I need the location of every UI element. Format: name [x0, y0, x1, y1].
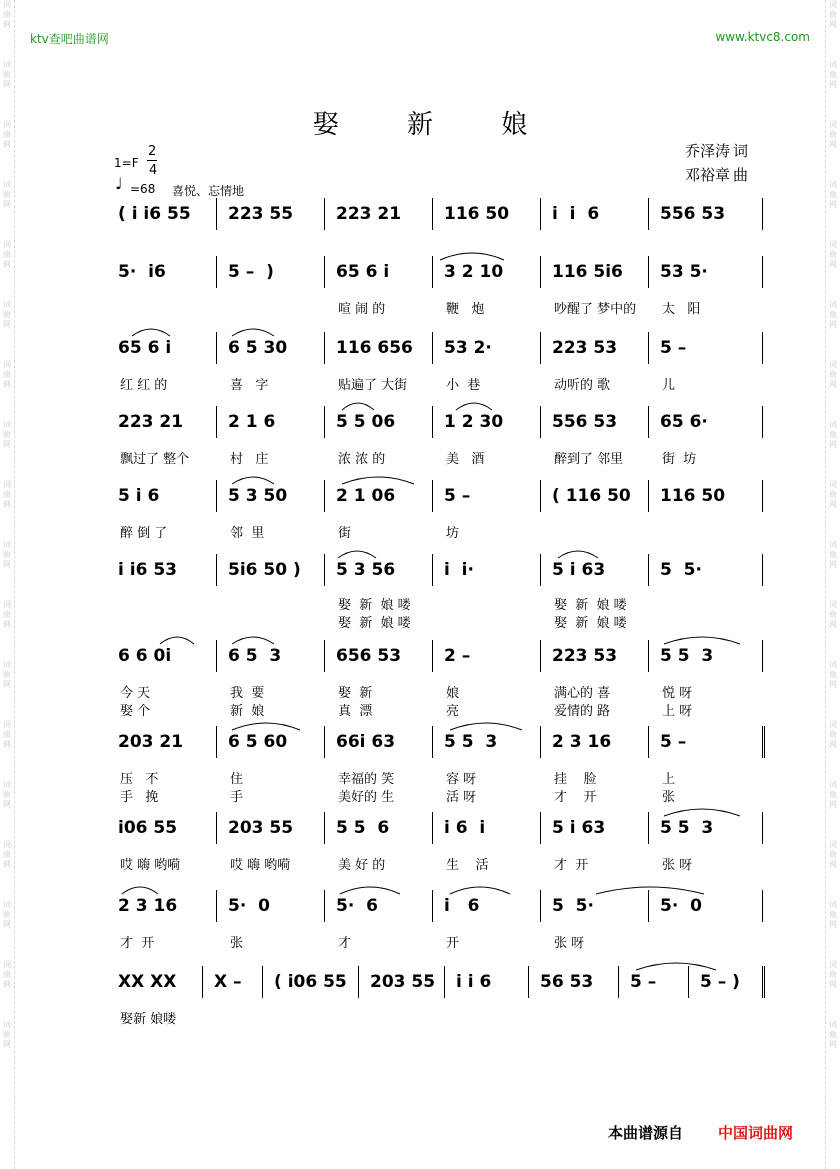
tempo-value: =68 [130, 182, 156, 196]
melody-measure: 5· 0 [660, 896, 702, 916]
melody-measure: 2 1 6 [228, 412, 276, 432]
lyric-text: 压 不 [120, 772, 159, 787]
slur-mark [558, 551, 598, 558]
melody-measure: 2 3 16 [118, 896, 178, 916]
melody-measure: i06 55 [118, 818, 178, 838]
lyric-text: 手 [230, 790, 244, 805]
time-signature-numerator: 2 [148, 144, 157, 159]
melody-measure: 223 53 [552, 646, 618, 666]
slur-mark [232, 723, 300, 730]
lyric-text: 开 [446, 936, 460, 951]
melody-measure: X – [214, 972, 242, 992]
watermark: 词曲网 [3, 600, 11, 629]
melody-measure: 556 53 [552, 412, 618, 432]
melody-measure: ( i i6 55 [118, 204, 191, 224]
lyric-text: 喧 闹 的 [338, 302, 386, 317]
melody-measure: 5 5 3 [660, 646, 714, 666]
lyric-text: 哎 嗨 哟嗬 [230, 858, 291, 873]
lyric-text: 哎 嗨 哟嗬 [120, 858, 181, 873]
melody-measure: 65 6· [660, 412, 708, 432]
melody-measure: 5 3 50 [228, 486, 288, 506]
slur-mark [338, 551, 376, 558]
watermark: 词曲网 [829, 300, 837, 329]
watermark: 词曲网 [829, 720, 837, 749]
lyric-text: 爱情的 路 [554, 704, 611, 719]
lyric-text: 村 庄 [230, 452, 269, 467]
watermark: 词曲网 [829, 240, 837, 269]
melody-measure: 5 – ) [700, 972, 740, 992]
watermark: 词曲网 [829, 120, 837, 149]
lyric-text: 上 呀 [662, 704, 693, 719]
melody-measure: 203 55 [370, 972, 436, 992]
melody-measure: 656 53 [336, 646, 402, 666]
lyric-text: 醉 倒 了 [120, 526, 168, 541]
slur-mark [456, 403, 492, 410]
slur-mark [232, 477, 274, 484]
slur-mark [664, 637, 740, 644]
melody-measure: 116 50 [444, 204, 510, 224]
slur-mark [160, 637, 194, 644]
lyric-text: 娶 个 [120, 704, 151, 719]
watermark: 词曲网 [829, 1020, 837, 1049]
melody-measure: 223 53 [552, 338, 618, 358]
header-site-url[interactable]: www.ktvc8.com [715, 30, 810, 44]
melody-measure: 223 21 [336, 204, 402, 224]
melody-measure: 5· 0 [228, 896, 270, 916]
watermark: 词曲网 [829, 180, 837, 209]
melody-measure: 203 21 [118, 732, 184, 752]
lyric-text: 娘 [446, 686, 460, 701]
watermark: 词曲网 [3, 420, 11, 449]
melody-measure: 5 5· [552, 896, 594, 916]
lyric-text: 美好的 生 [338, 790, 395, 805]
watermark: 词曲网 [829, 0, 837, 29]
composer-name: 邓裕章 [684, 166, 730, 184]
slur-mark [342, 403, 374, 410]
watermark: 词曲网 [829, 420, 837, 449]
melody-measure: 6 5 60 [228, 732, 288, 752]
slur-mark [450, 887, 510, 894]
lyric-text: 街 坊 [662, 452, 697, 467]
lyricist-tag: 词 [732, 142, 748, 160]
melody-measure: 203 55 [228, 818, 294, 838]
lyric-text: 邻 里 [230, 526, 265, 541]
melody-measure: 65 6 i [118, 338, 172, 358]
melody-measure: 5i6 50 ) [228, 560, 301, 580]
watermark: 词曲网 [3, 1020, 11, 1049]
lyricist-name: 乔泽涛 [684, 142, 730, 160]
melody-measure: i i· [444, 560, 474, 580]
lyric-text: 新 娘 [230, 704, 265, 719]
melody-measure: ( 116 50 [552, 486, 631, 506]
tempo-mood: 喜悦、忘情地 [172, 184, 245, 198]
watermark: 词曲网 [829, 540, 837, 569]
slur-mark [450, 723, 522, 730]
lyric-text: 娶 新 娘 喽 [554, 598, 627, 613]
melody-measure: 5 i 6 [118, 486, 160, 506]
lyric-text: 张 [662, 790, 676, 805]
melody-measure: 53 5· [660, 262, 708, 282]
slur-mark [440, 253, 504, 260]
lyric-text: 生 活 [446, 858, 489, 873]
lyric-text: 吵醒了 梦中的 [554, 302, 637, 317]
lyric-text: 醉到了 邻里 [554, 452, 624, 467]
slur-mark [122, 887, 158, 894]
slur-mark [596, 887, 704, 894]
melody-measure: 116 5i6 [552, 262, 623, 282]
lyric-text: 红 红 的 [120, 378, 168, 393]
melody-measure: ( i06 55 [274, 972, 347, 992]
lyric-text: 满心的 喜 [554, 686, 611, 701]
lyric-text: 才 开 [554, 858, 589, 873]
watermark: 词曲网 [3, 0, 11, 29]
lyric-text: 坊 [446, 526, 460, 541]
lyric-text: 街 [338, 526, 352, 541]
lyric-text: 才 [338, 936, 352, 951]
melody-measure: 2 3 16 [552, 732, 612, 752]
slur-mark [232, 329, 274, 336]
lyric-text: 飘过了 整个 [120, 452, 190, 467]
lyric-text: 悦 呀 [662, 686, 693, 701]
composer-tag: 曲 [732, 166, 748, 184]
lyric-text: 娶 新 娘 喽 [338, 616, 411, 631]
melody-measure: 6 5 30 [228, 338, 288, 358]
watermark: 词曲网 [829, 480, 837, 509]
lyric-text: 娶 新 娘 喽 [554, 616, 627, 631]
melody-measure: 116 656 [336, 338, 413, 358]
watermark: 词曲网 [3, 480, 11, 509]
melody-measure: 5 5 6 [336, 818, 390, 838]
slur-mark [340, 887, 400, 894]
lyric-text: 张 呀 [662, 858, 693, 873]
lyric-text: 娶新 娘喽 [120, 1012, 177, 1027]
slur-mark [664, 809, 740, 816]
lyric-text: 幸福的 笑 [338, 772, 395, 787]
watermark: 词曲网 [3, 660, 11, 689]
melody-measure: 3 2 10 [444, 262, 504, 282]
lyric-text: 张 呀 [554, 936, 585, 951]
lyric-text: 活 呀 [446, 790, 477, 805]
watermark: 词曲网 [3, 960, 11, 989]
lyric-text: 娶 新 [338, 686, 373, 701]
watermark: 词曲网 [829, 840, 837, 869]
lyric-text: 容 呀 [446, 772, 477, 787]
melody-measure: 56 53 [540, 972, 594, 992]
lyric-text: 亮 [446, 704, 460, 719]
key-signature: 1=F [114, 156, 139, 170]
watermark: 词曲网 [3, 900, 11, 929]
melody-measure: i 6 [444, 896, 480, 916]
melody-measure: 5 – [444, 486, 471, 506]
melody-measure: 1 2 30 [444, 412, 504, 432]
melody-measure: 5 5 06 [336, 412, 396, 432]
watermark: 词曲网 [829, 780, 837, 809]
melody-measure: XX XX [118, 972, 177, 992]
melody-measure: 556 53 [660, 204, 726, 224]
melody-measure: 2 1 06 [336, 486, 396, 506]
melody-measure: i i6 53 [118, 560, 177, 580]
slur-mark [132, 329, 170, 336]
watermark: 词曲网 [3, 780, 11, 809]
lyric-text: 娶 新 娘 喽 [338, 598, 411, 613]
lyric-text: 动听的 歌 [554, 378, 611, 393]
melody-measure: i i 6 [552, 204, 600, 224]
watermark: 词曲网 [3, 840, 11, 869]
lyric-text: 才 开 [120, 936, 155, 951]
melody-measure: i 6 i [444, 818, 486, 838]
watermark: 词曲网 [3, 120, 11, 149]
lyric-text: 挂 脸 [554, 772, 597, 787]
melody-measure: 5· i6 [118, 262, 166, 282]
lyric-text: 美 酒 [446, 452, 485, 467]
watermark: 词曲网 [3, 240, 11, 269]
melody-measure: 223 21 [118, 412, 184, 432]
melody-measure: 5 i 63 [552, 818, 606, 838]
melody-measure: 116 50 [660, 486, 726, 506]
melody-measure: 65 6 i [336, 262, 390, 282]
watermark: 词曲网 [829, 900, 837, 929]
lyric-text: 贴遍了 大街 [338, 378, 408, 393]
footer-source-site[interactable]: 中国词曲网 [718, 1124, 794, 1142]
watermark: 词曲网 [829, 60, 837, 89]
melody-measure: 5 3 56 [336, 560, 396, 580]
lyric-text: 住 [230, 772, 244, 787]
melody-measure: 5 – [630, 972, 657, 992]
melody-measure: 5 5 3 [660, 818, 714, 838]
lyric-text: 浓 浓 的 [338, 452, 386, 467]
melody-measure: 5 5· [660, 560, 702, 580]
slur-mark [342, 477, 414, 484]
melody-measure: 2 – [444, 646, 471, 666]
melody-measure: 5· 6 [336, 896, 378, 916]
watermark: 词曲网 [3, 720, 11, 749]
lyric-text: 上 [662, 772, 676, 787]
melody-measure: 5 5 3 [444, 732, 498, 752]
melody-measure: 53 2· [444, 338, 492, 358]
melody-measure: 5 i 63 [552, 560, 606, 580]
lyric-text: 鞭 炮 [446, 302, 485, 317]
lyric-text: 今 天 [120, 686, 151, 701]
lyric-text: 才 开 [554, 790, 597, 805]
lyric-text: 张 [230, 936, 244, 951]
header-site-name[interactable]: ktv查吧曲谱网 [30, 32, 109, 46]
melody-measure: 5 – ) [228, 262, 274, 282]
melody-measure: 66i 63 [336, 732, 396, 752]
melody-measure: 6 6 0i [118, 646, 172, 666]
lyric-text: 儿 [662, 378, 676, 393]
lyric-text: 太 阳 [662, 302, 701, 317]
lyric-text: 手 挽 [120, 790, 159, 805]
lyric-text: 小 巷 [446, 378, 481, 393]
watermark: 词曲网 [829, 360, 837, 389]
watermark: 词曲网 [829, 600, 837, 629]
lyric-text: 美 好 的 [338, 858, 386, 873]
time-signature-denominator: 4 [149, 163, 158, 178]
watermark: 词曲网 [3, 60, 11, 89]
watermark: 词曲网 [3, 360, 11, 389]
slur-mark [232, 637, 274, 644]
quarter-note-icon: ♩ [115, 174, 123, 193]
song-title: 娶 新 娘 [312, 110, 558, 140]
melody-measure: 6 5 3 [228, 646, 282, 666]
lyric-text: 我 要 [230, 686, 265, 701]
footer-source-label: 本曲谱源自 [608, 1124, 684, 1142]
melody-measure: 5 – [660, 338, 687, 358]
watermark: 词曲网 [829, 660, 837, 689]
watermark: 词曲网 [829, 960, 837, 989]
lyric-text: 真 漂 [338, 704, 373, 719]
watermark: 词曲网 [3, 540, 11, 569]
slur-mark [636, 963, 716, 970]
melody-measure: i i 6 [456, 972, 492, 992]
watermark: 词曲网 [3, 300, 11, 329]
melody-measure: 223 55 [228, 204, 294, 224]
melody-measure: 5 – [660, 732, 687, 752]
watermark: 词曲网 [3, 180, 11, 209]
lyric-text: 喜 字 [230, 378, 269, 393]
